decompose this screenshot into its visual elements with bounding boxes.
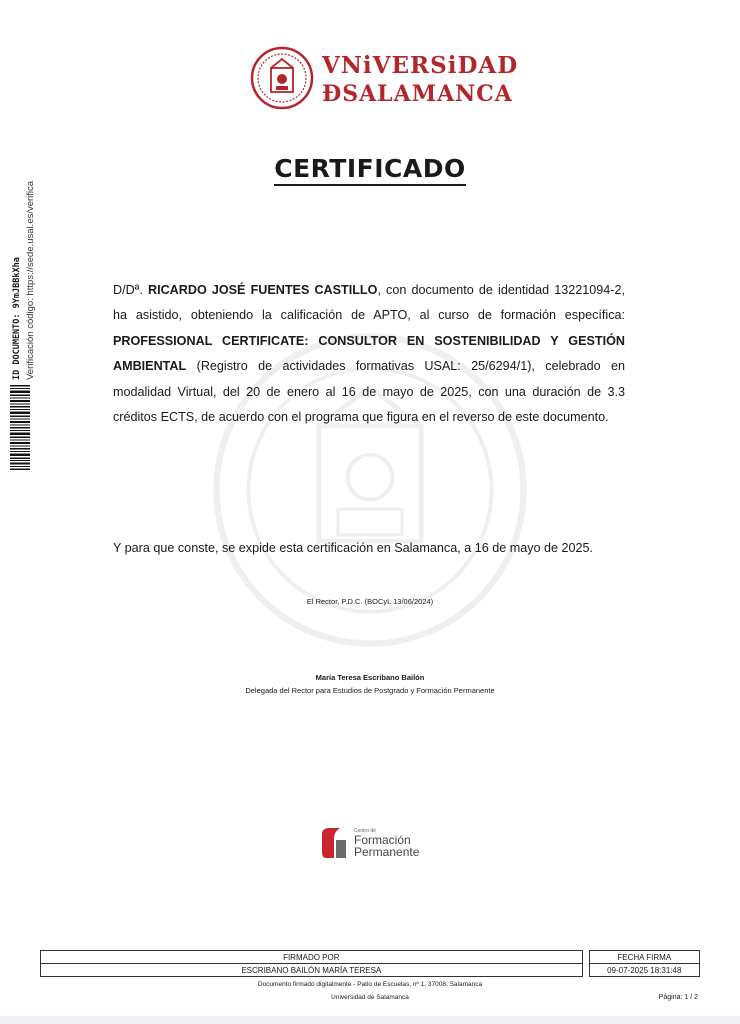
certificate-body [113,278,625,430]
signer-block [0,671,740,697]
document-title-text: CERTIFICADO [274,154,466,186]
table-row [41,964,700,977]
table-gap [582,964,589,977]
university-logo [250,46,519,116]
fp-line1: Formación [354,833,411,847]
wordmark-line2: ÐSALAMANCA [322,81,513,107]
document-id: ID DOCUMENTO: 9YmJBBkXha [12,257,22,380]
body-text-2: (Registro de actividades formativas USAL: 25/6294/1), celebrado en modalidad Virtual, del 20 de enero al 16 de mayo de 2025, con una duración de 3.3 créditos ECTS, de acuerdo con el programa que figura en el reverso de este documento. [113,359,625,425]
table-gap [582,951,589,964]
formacion-permanente-logo [318,826,428,862]
body-text-1: , con documento de identidad 13221094-2, ha asistido, obteniendo la calificación de APTO, al curso de formación específica: [113,283,625,323]
university-seal-icon [250,46,314,110]
course-name: PROFESSIONAL CERTIFICATE: CONSULTOR EN SOSTENIBILIDAD Y GESTIÓN AMBIENTAL [113,333,625,374]
verification-url[interactable]: Verificación código: https://sede.usal.es/verifica [25,180,36,380]
signer-cell: ESCRIBANO BAILÓN MARÍA TERESA [41,964,583,977]
fp-wordmark [354,834,419,858]
footer-university: Universidad de Salamanca [331,994,409,1001]
body-prefix: D/Dª. [113,283,148,297]
document-title [0,154,740,183]
rector-delegation: El Rector, P.D.C. (BOCyL 13/06/2024) [306,597,434,606]
fecha-firma-header: FECHA FIRMA [589,951,699,964]
signer-name: María Teresa Escribano Bailón [315,673,425,682]
signature-table [40,950,700,977]
fp-small-text: Centro de [354,828,376,834]
wordmark-line1: VNiVERSiDAD [322,52,519,79]
page-number: Página: 1 / 2 [658,994,698,1001]
university-wordmark [322,52,519,108]
firmado-por-header: FIRMADO POR [41,951,583,964]
formacion-permanente-icon [318,826,348,860]
recipient-name: RICARDO JOSÉ FUENTES CASTILLO [147,283,378,297]
barcode-icon [10,384,30,470]
bottom-band [0,1016,740,1024]
table-row [41,951,700,964]
date-cell: 09-07-2025 18:31:48 [589,964,699,977]
footer-signed-note: Documento firmado digitalmente - Patio de Escuelas, nº 1, 37008, Salamanca [257,981,483,988]
fp-line2: Permanente [354,845,420,859]
signer-role: Delegada del Rector para Estudios de Postgrado y Formación Permanente [245,686,495,695]
closing-statement: Y para que conste, se expide esta certificación en Salamanca, a 16 de mayo de 2025. [113,541,594,555]
verification-strip [8,150,48,470]
